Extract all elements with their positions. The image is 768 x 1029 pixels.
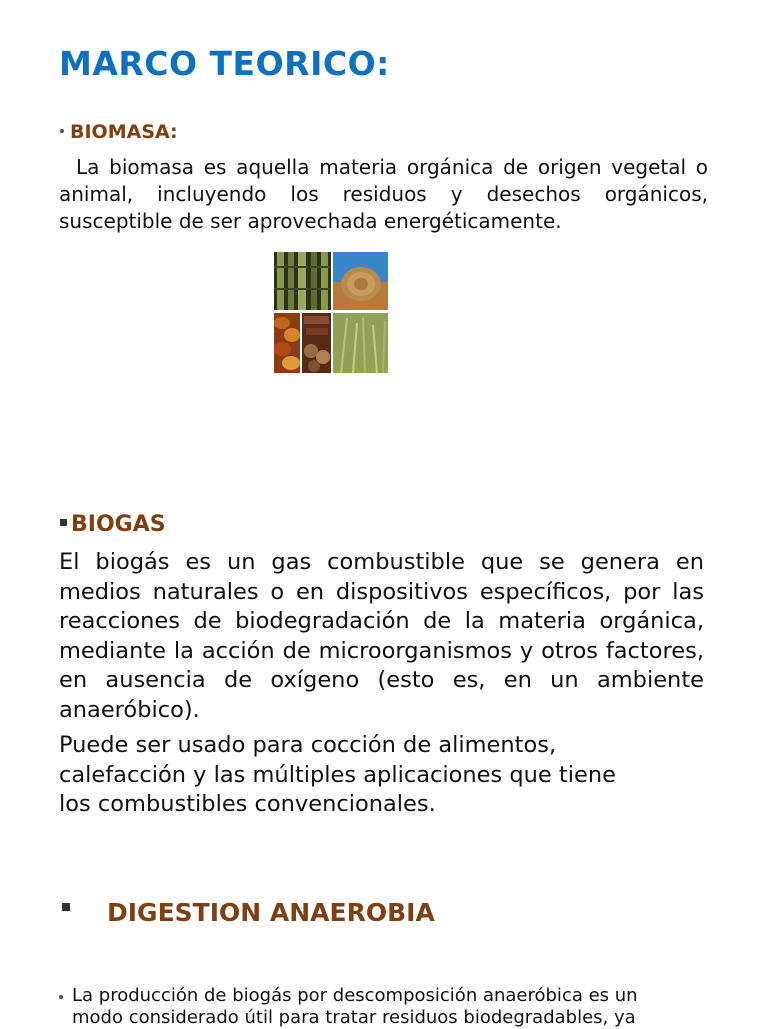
- bullet-dot-icon: [59, 995, 63, 999]
- bullet-square-icon: [60, 519, 67, 526]
- bullet-square-icon: [62, 903, 70, 911]
- bullet-dot-icon: [60, 129, 64, 133]
- biomasa-heading: [60, 120, 178, 144]
- biogas-uses-paragraph: [59, 731, 616, 820]
- text-line: modo considerado útil para tratar residuos biodegradables, ya: [72, 1007, 636, 1028]
- biomasa-heading-label: BIOMASA:: [70, 121, 178, 143]
- text-line: La producción de biogás por descomposición anaeróbica es un: [72, 985, 638, 1006]
- biogas-heading: [60, 511, 166, 539]
- bamboo-photo: [274, 252, 331, 310]
- digestion-heading: DIGESTION ANAEROBIA: [107, 898, 435, 927]
- page-title: MARCO TEORICO:: [59, 44, 390, 83]
- text-line: los combustibles convencionales.: [59, 791, 436, 817]
- biogas-paragraph: El biogás es un gas combustible que se genera en medios naturales o en dispositivos específicos, por las reacciones de biodegradación de la materia orgánica, mediante la acción de microorganismos y otros factores, en ausencia de oxígeno (esto es, en un ambiente anaeróbico).: [59, 549, 704, 723]
- wheat-photo: [333, 313, 388, 373]
- text-line: calefacción y las múltiples aplicaciones que tiene: [59, 761, 616, 788]
- bark-photo: [302, 313, 331, 373]
- digestion-bullet-text: [72, 985, 638, 1029]
- biomasa-paragraph: La biomasa es aquella materia orgánica de origen vegetal o animal, incluyendo los residuos y desechos orgánicos, susceptible de ser aprovechada energéticamente.: [59, 155, 708, 233]
- biogas-heading-label: BIOGAS: [71, 512, 166, 537]
- leaves-photo: [274, 313, 300, 373]
- hay-bale-photo: [333, 252, 388, 310]
- text-line: Puede ser usado para cocción de alimentos,: [59, 732, 557, 758]
- biomass-photo-collage: [274, 252, 388, 373]
